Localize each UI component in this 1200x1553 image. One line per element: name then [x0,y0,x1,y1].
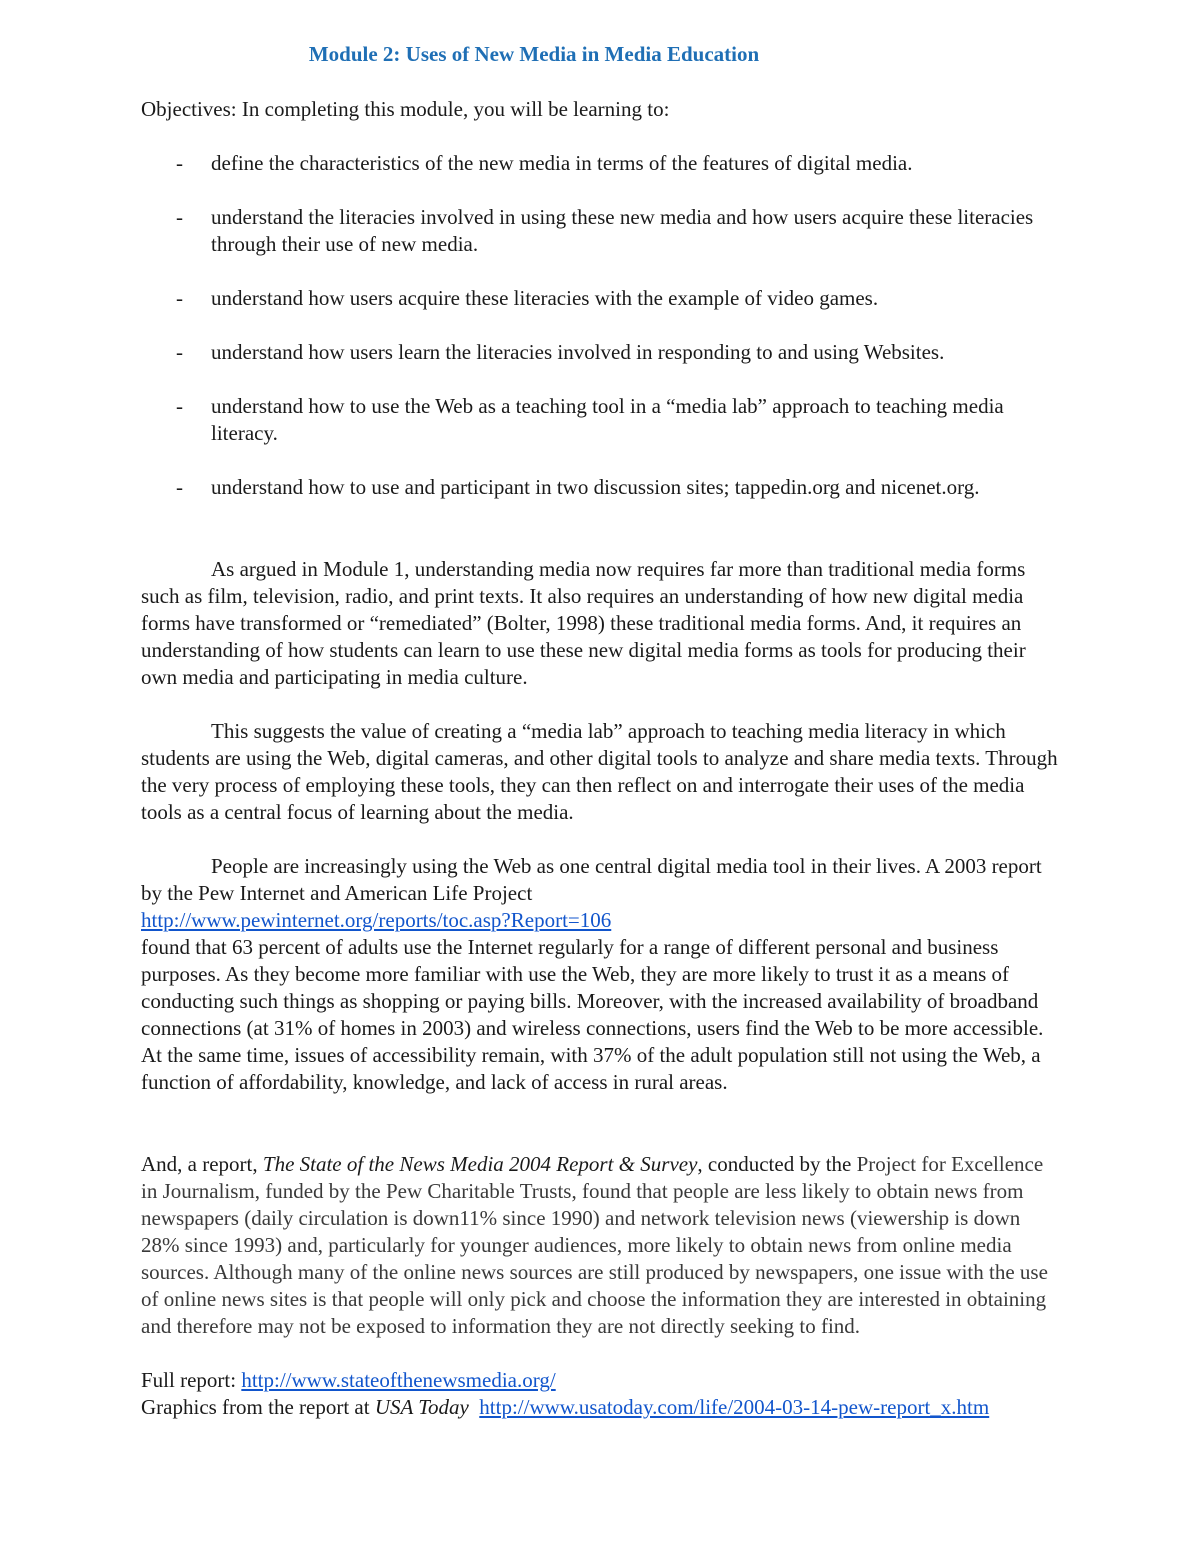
objective-text: define the characteristics of the new media in terms of the features of digital media. [211,151,913,175]
pew-intro-text: People are increasingly using the Web as one central digital media tool in their lives. A 2003 report by the Pew Internet and American Life Project [141,854,1042,905]
objective-text: understand how users learn the literacies involved in responding to and using Websites. [211,340,945,364]
full-report-label: Full report: [141,1368,242,1392]
page-title: Module 2: Uses of New Media in Media Education [308,42,760,66]
pew-report-link[interactable]: http://www.pewinternet.org/reports/toc.asp?Report=106 [141,908,612,932]
list-item [141,204,1061,258]
list-dash: - [176,151,183,175]
paragraph-pew-report [141,853,1061,1096]
paragraph-module-1: As argued in Module 1, understanding media now requires far more than traditional media forms such as film, television, radio, and print texts. It also requires an understanding of how new digital media forms have transformed or “remediated” (Bolter, 1998) these traditional media forms. And, it requires an understanding of how students can learn to use these new digital media forms as tools for producing their own media and participating in media culture. [141,557,1026,689]
objective-text: understand how to use the Web as a teaching tool in a “media lab” approach to teaching media literacy. [211,394,1004,445]
list-dash: - [176,394,183,418]
objective-text: understand how to use and participant in two discussion sites; tappedin.org and nicenet.org. [211,475,980,499]
list-dash: - [176,205,183,229]
list-dash: - [176,286,183,310]
pew-findings-text: found that 63 percent of adults use the Internet regularly for a range of different personal and business purposes. As they become more familiar with use the Web, they are more likely to trust it as a means of conducting such things as shopping or paying bills. Moreover, with the increased availability of broadband connections (at 31% of homes in 2003) and wireless connections, users find the Web to be more accessible. At the same time, issues of accessibility remain, with 37% of the adult population still not using the Web, a function of affordability, knowledge, and lack of access in rural areas. [141,935,1044,1094]
full-report-link[interactable]: http://www.stateofthenewsmedia.org/ [241,1368,556,1392]
list-dash: - [176,475,183,499]
list-item [141,150,1061,177]
objectives-list [141,150,1061,528]
paragraph-news-media-report [141,1151,1061,1340]
list-dash: - [176,340,183,364]
news-report-conducted: , conducted by the [697,1152,857,1176]
objective-text: understand the literacies involved in using these new media and how users acquire these literacies through their use of new media. [211,205,1034,256]
list-item [141,474,1061,501]
objectives-intro: Objectives: In completing this module, you will be learning to: [141,97,670,121]
objective-text: understand how users acquire these literacies with the example of video games. [211,286,879,310]
graphics-line [141,1394,1041,1421]
list-item [141,285,1061,312]
news-report-lead: And, a report, [141,1152,263,1176]
news-report-findings: Project for Excellence in Journalism, funded by the Pew Charitable Trusts, found that people are less likely to obtain news from newspapers (daily circulation is down11% since 1990) and network television news (viewership is down 28% since 1993) and, particularly for younger audiences, more likely to obtain news from online media sources. Although many of the online news sources are still produced by newspapers, one issue with the use of online news sites is that people will only pick and choose the information they are interested in obtaining and therefore may not be exposed to information they are not directly seeking to find. [141,1152,1048,1338]
graphics-link[interactable]: http://www.usatoday.com/life/2004-03-14-pew-report_x.htm [479,1395,990,1419]
news-report-title: The State of the News Media 2004 Report & Survey [262,1152,698,1176]
graphics-source: USA Today [374,1395,469,1419]
full-report-line [141,1367,556,1394]
paragraph-media-lab: This suggests the value of creating a “media lab” approach to teaching media literacy in which students are using the Web, digital cameras, and other digital tools to analyze and share media texts. Through the very process of employing these tools, they can then reflect on and interrogate their uses of the media tools as a central focus of learning about the media. [141,719,1058,824]
list-item [141,339,1061,366]
graphics-label: Graphics from the report at [141,1395,375,1419]
list-item [141,393,1061,447]
